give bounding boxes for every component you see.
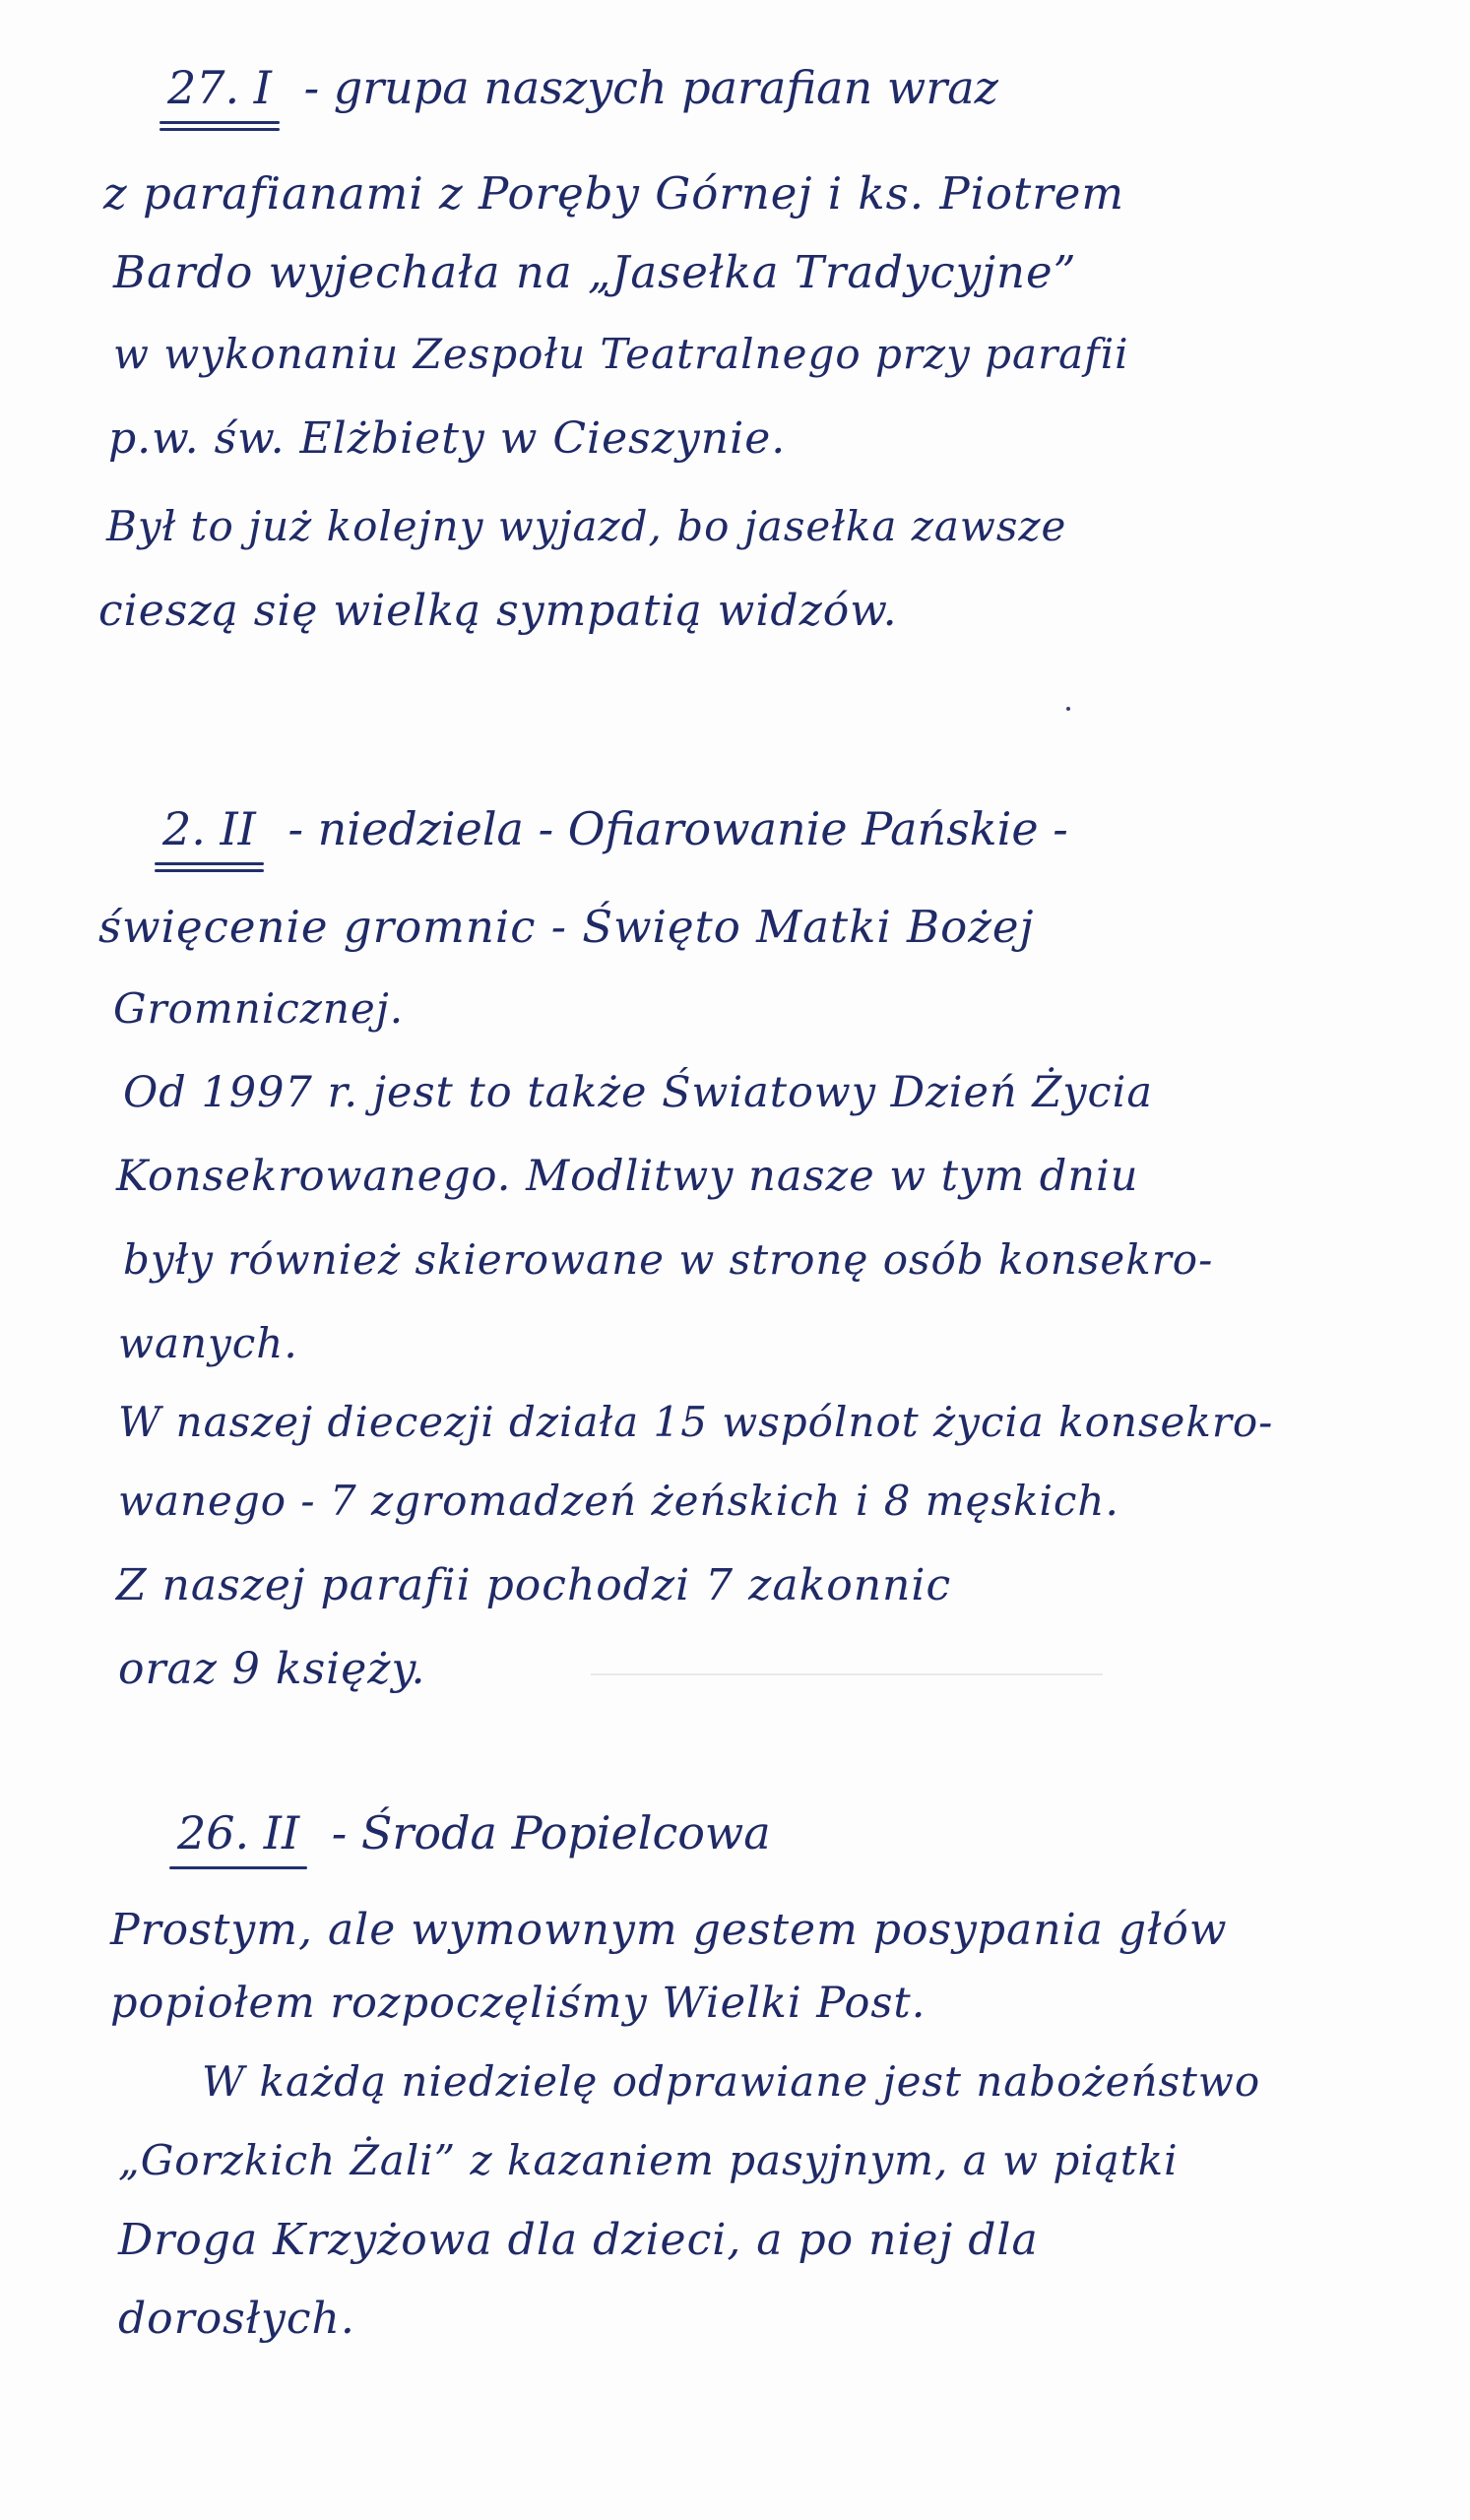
text-line: Gromnicznej. xyxy=(113,984,405,1033)
text-line: Prostym, ale wymownym gestem posypania głów xyxy=(110,1905,1228,1955)
text-line: dorosłych. xyxy=(118,2294,355,2344)
date-underline xyxy=(155,869,264,872)
date-underline xyxy=(155,862,264,865)
date-underline xyxy=(169,1866,307,1869)
text-line: p.w. św. Elżbiety w Cieszynie. xyxy=(108,413,787,464)
entry-title: - grupa naszych parafian wraz xyxy=(303,61,998,114)
stray-dot xyxy=(1066,707,1070,711)
entry-title: - Środa Popielcowa xyxy=(331,1806,771,1859)
text-line: święcenie gromnic - Święto Matki Bożej xyxy=(98,901,1035,953)
text-line: W naszej diecezji działa 15 wspólnot życia konsekro- xyxy=(118,1398,1274,1446)
text-line: wanego - 7 zgromadzeń żeńskich i 8 męskich. xyxy=(118,1477,1119,1525)
text-line: Był to już kolejny wyjazd, bo jasełka zawsze xyxy=(106,502,1067,550)
text-line: Od 1997 r. jest to także Światowy Dzień Życia xyxy=(123,1068,1154,1117)
entry-heading xyxy=(162,802,1068,855)
entry-heading xyxy=(167,61,998,114)
text-line: Droga Krzyżowa dla dzieci, a po niej dla xyxy=(118,2215,1039,2265)
faint-stroke xyxy=(591,1673,1103,1675)
text-line: cieszą się wielką sympatią widzów. xyxy=(98,586,898,636)
entry-date: 27. I xyxy=(167,61,272,114)
text-line: oraz 9 księży. xyxy=(118,1644,426,1694)
text-line: wanych. xyxy=(118,1319,298,1367)
date-underline xyxy=(160,128,280,131)
entry-heading xyxy=(177,1806,771,1859)
text-line: „Gorzkich Żali” z kazaniem pasyjnym, a w piątki xyxy=(118,2136,1179,2184)
text-line: były również skierowane w stronę osób konsekro- xyxy=(123,1235,1214,1284)
text-line: W każdą niedzielę odprawiane jest nabożeństwo xyxy=(202,2057,1261,2106)
entry-title: - niedziela - Ofiarowanie Pańskie - xyxy=(288,802,1068,855)
text-line: Konsekrowanego. Modlitwy nasze w tym dniu xyxy=(116,1152,1139,1201)
text-line: Bardo wyjechała na „Jasełka Tradycyjne” xyxy=(113,246,1077,298)
text-line: z parafianami z Poręby Górnej i ks. Piotrem xyxy=(103,167,1125,220)
date-underline xyxy=(160,121,280,124)
text-line: popiołem rozpoczęliśmy Wielki Post. xyxy=(110,1979,927,2028)
text-line: Z naszej parafii pochodzi 7 zakonnic xyxy=(116,1560,952,1610)
entry-date: 2. II xyxy=(162,802,256,855)
text-line: w wykonaniu Zespołu Teatralnego przy parafii xyxy=(113,330,1129,378)
entry-date: 26. II xyxy=(177,1806,299,1859)
